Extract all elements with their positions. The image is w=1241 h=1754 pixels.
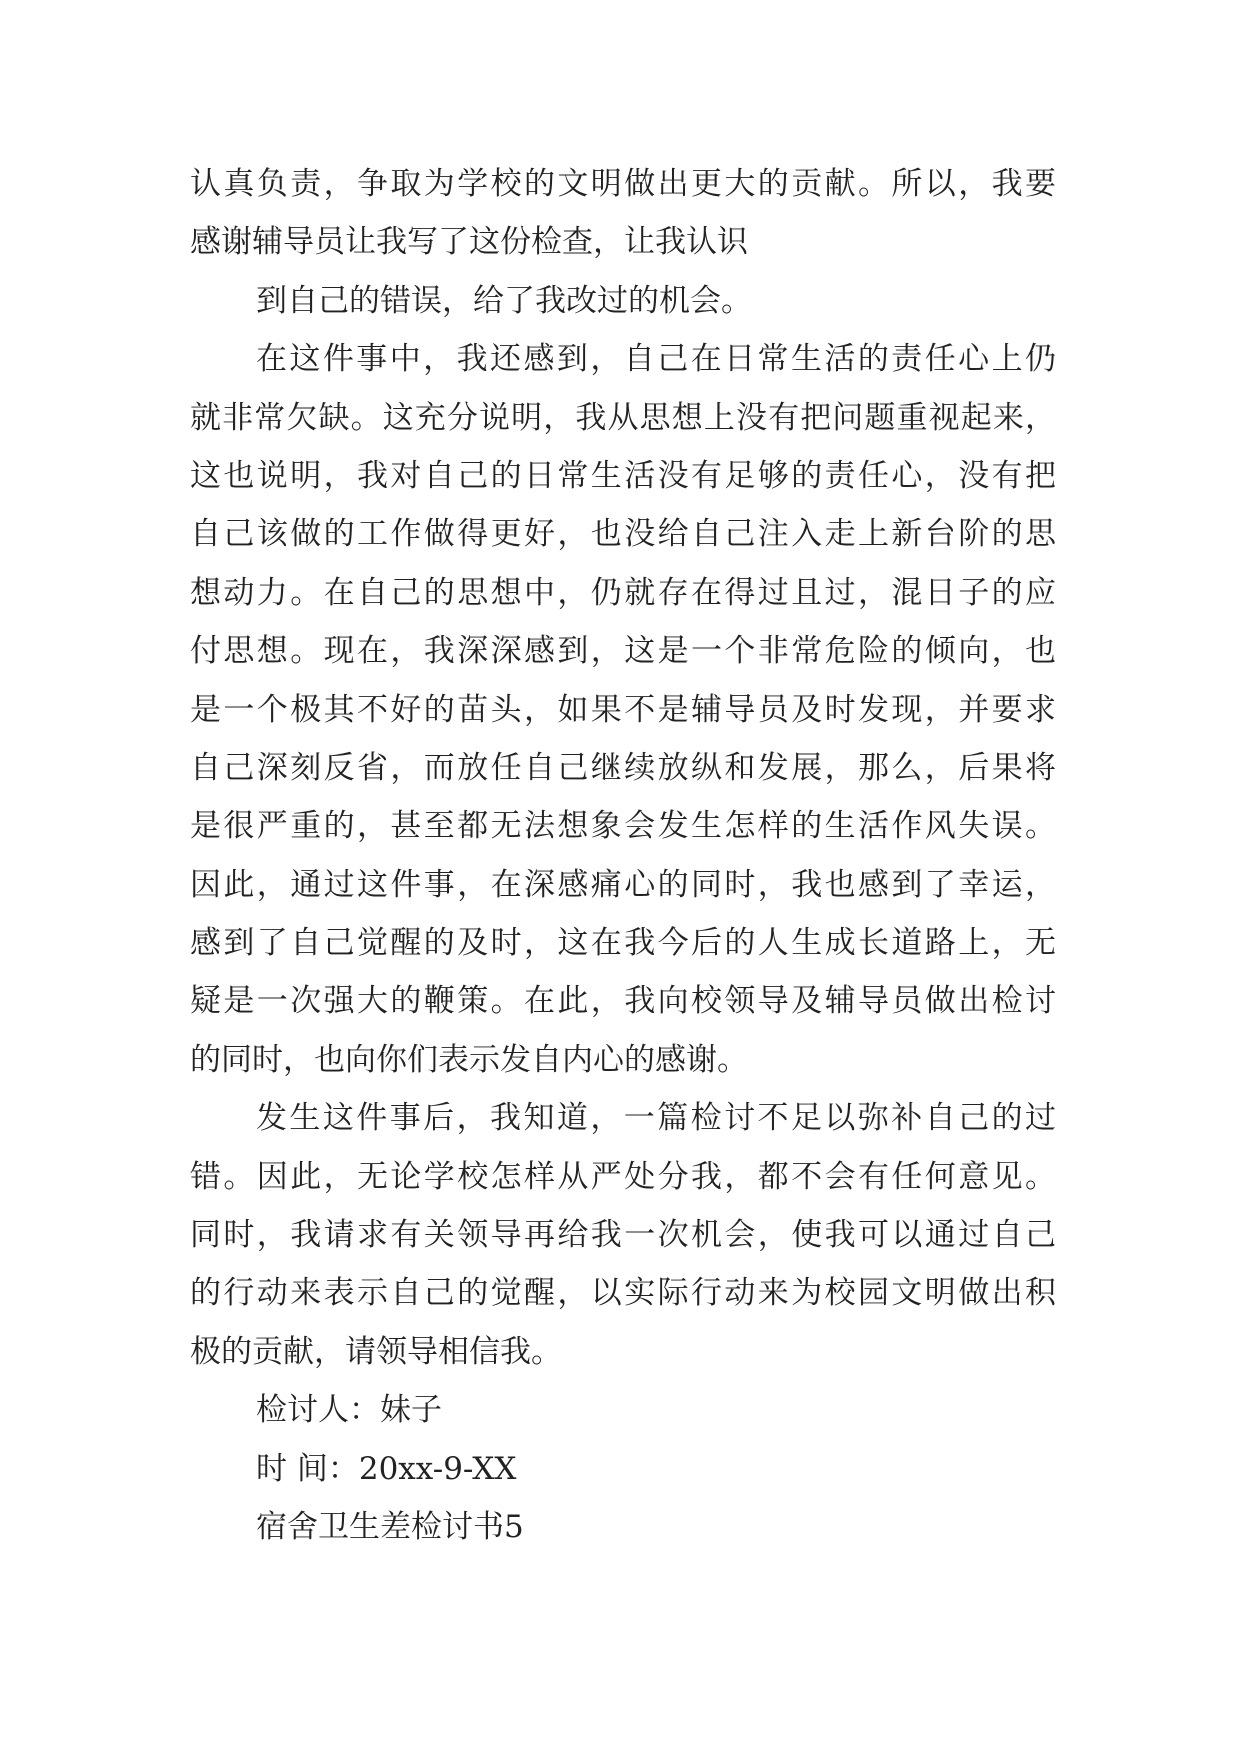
text-line: 感到了自己觉醒的及时，这在我今后的人生成长道路上，无 bbox=[190, 925, 1056, 962]
text-line: 付思想。现在，我深深感到，这是一个非常危险的倾向，也 bbox=[190, 633, 1056, 670]
signature-name: 妹子 bbox=[380, 1392, 442, 1429]
text-line: 的同时，也向你们表示发自内心的感谢。 bbox=[190, 1041, 748, 1078]
date-value: 20xx-9-XX bbox=[358, 1450, 517, 1487]
signature-line bbox=[190, 1381, 1056, 1439]
text-line: 感谢辅导员让我写了这份检查，让我认识 bbox=[190, 224, 748, 261]
paragraph-start-line: 发生这件事后，我知道，一篇检讨不足以弥补自己的过 bbox=[256, 1100, 1056, 1137]
text-line: 自己深刻反省，而放任自己继续放纵和发展，那么，后果将 bbox=[190, 749, 1056, 786]
text-line: 的行动来表示自己的觉醒，以实际行动来为校园文明做出积 bbox=[190, 1275, 1056, 1312]
text-line: 自己该做的工作做得更好，也没给自己注入走上新台阶的思 bbox=[190, 516, 1056, 553]
date-line bbox=[190, 1440, 1056, 1498]
text-line: 就非常欠缺。这充分说明，我从思想上没有把问题重视起来， bbox=[190, 399, 1056, 436]
text-line: 到自己的错误，给了我改过的机会。 bbox=[256, 282, 752, 319]
text-line: 是一个极其不好的苗头，如果不是辅导员及时发现，并要求 bbox=[190, 691, 1056, 728]
text-line: 极的贡献，请领导相信我。 bbox=[190, 1333, 562, 1370]
document-body bbox=[190, 155, 1056, 1556]
next-section-title: 宿舍卫生差检讨书5 bbox=[256, 1508, 524, 1545]
text-line: 是很严重的，甚至都无法想象会发生怎样的生活作风失误。 bbox=[190, 808, 1056, 845]
text-line: 同时，我请求有关领导再给我一次机会，使我可以通过自己 bbox=[190, 1217, 1056, 1254]
text-line: 疑是一次强大的鞭策。在此，我向校领导及辅导员做出检讨 bbox=[190, 983, 1056, 1020]
text-line: 错。因此，无论学校怎样从严处分我，都不会有任何意见。 bbox=[190, 1158, 1056, 1195]
text-line: 这也说明，我对自己的日常生活没有足够的责任心，没有把 bbox=[190, 457, 1056, 494]
date-label: 时 间： bbox=[256, 1450, 359, 1487]
paragraph-start-line: 在这件事中，我还感到，自己在日常生活的责任心上仍 bbox=[256, 341, 1056, 378]
text-line: 认真负责，争取为学校的文明做出更大的贡献。所以，我要 bbox=[190, 166, 1056, 202]
signature-label: 检讨人： bbox=[256, 1392, 380, 1429]
text-line: 想动力。在自己的思想中，仍就存在得过且过，混日子的应 bbox=[190, 574, 1056, 611]
text-line: 因此，通过这件事，在深感痛心的同时，我也感到了幸运， bbox=[190, 866, 1056, 903]
